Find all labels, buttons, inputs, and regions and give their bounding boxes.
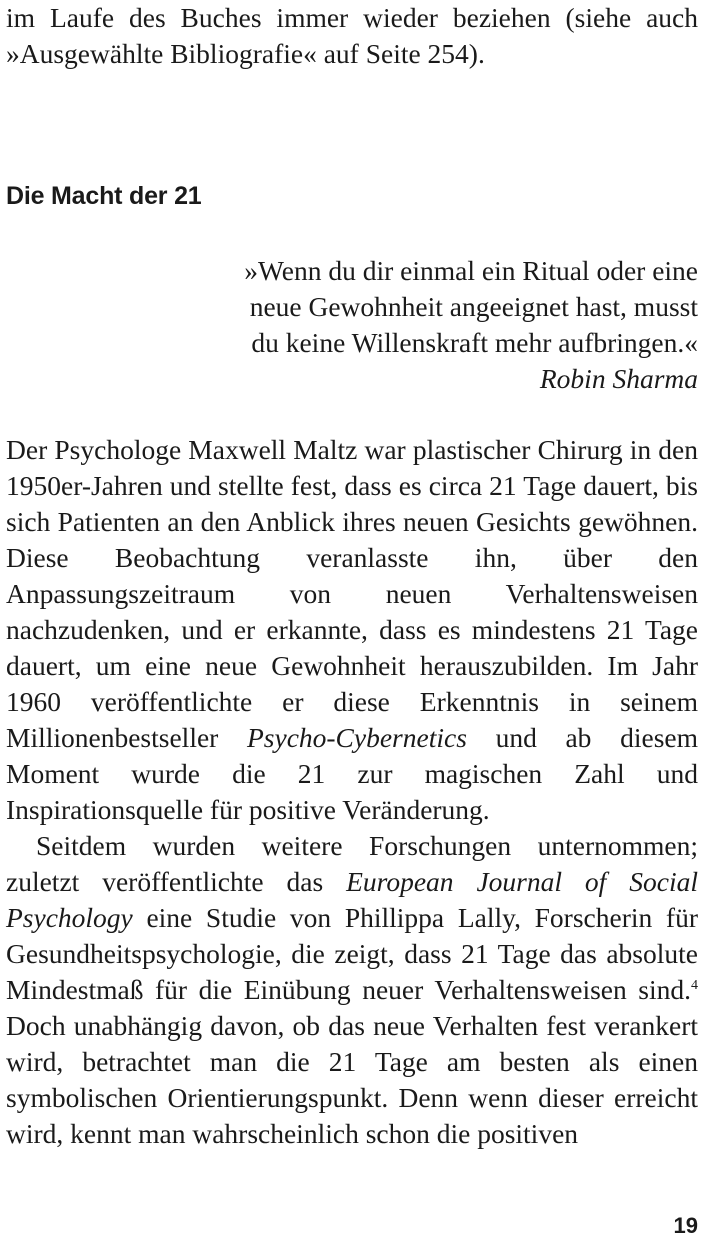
journal-title: European Journal of Social Psychology (6, 866, 698, 933)
page-number: 19 (673, 1213, 698, 1238)
epigraph-line-2: neue Gewohnheit angeeignet hast, musst (249, 291, 698, 322)
paragraph-1-text-a: Der Psychologe Maxwell Maltz war plastischer Chirurg in den 1950er-Jahren und stellte fest, dass es circa 21 Tage dauert, bis sich Patienten an den Anblick ihres neuen Gesichts gewöhnen. Diese Beobachtung veranlasste ihn, über den Anpassungszeitraum von neuen Verhaltensweisen nachzudenken, und er erkannte, dass es mindestens 21 Tage dauert, um eine neue Gewohnheit herauszubilden. Im Jahr 1960 veröffentlichte er diese Erkenntnis in seinem Millionenbestseller (6, 434, 698, 753)
book-title: Psycho-Cybernetics (246, 722, 467, 753)
paragraph-2-text-b: eine Studie von Phillippa Lally, Forscherin für Gesundheitspsychologie, die zeigt, dass 21 Tage das absolute Mindestmaß für die Einübung neuer Verhaltensweisen sind. (6, 902, 698, 1005)
paragraph-1-text-b: und ab diesem Moment wurde die 21 zur magischen Zahl und Inspirationsquelle für positive Veränderung. (6, 722, 698, 825)
epigraph-line-1: »Wenn du dir einmal ein Ritual oder eine (244, 255, 698, 286)
intro-paragraph (6, 0, 698, 72)
section-heading: Die Macht der 21 (6, 182, 202, 210)
body-text (6, 432, 698, 1152)
epigraph (198, 253, 698, 397)
intro-line-2: »Ausgewählte Bibliografie« auf Seite 254). (6, 38, 485, 69)
epigraph-line-3: du keine Willenskraft mehr aufbringen.« (251, 327, 698, 358)
epigraph-author: Robin Sharma (539, 363, 698, 394)
footnote-marker: 4 (691, 977, 698, 993)
body-paragraph-2 (6, 828, 698, 1152)
intro-line-1: im Laufe des Buches immer wieder beziehen (siehe auch (6, 2, 698, 33)
book-page (6, 0, 698, 1248)
body-paragraph-1 (6, 432, 698, 828)
paragraph-2-text-c: Doch unabhängig davon, ob das neue Verhalten fest verankert wird, betrachtet man die 21 Tage am besten als einen symbolischen Orientierungspunkt. Denn wenn dieser erreicht wird, kennt man wahrscheinlich schon die positiven (6, 1010, 698, 1149)
paragraph-2-text-a: Seitdem wurden weitere Forschungen unternommen; zuletzt veröffentlichte das (6, 830, 698, 897)
